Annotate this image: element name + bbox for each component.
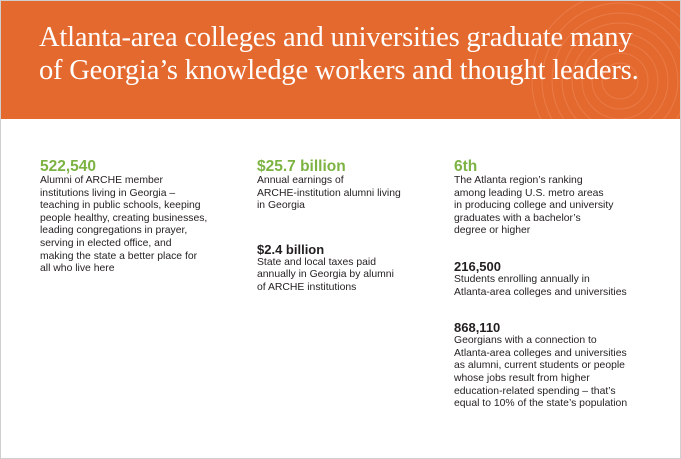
desc-line: Atlanta-area colleges and universities: [454, 286, 627, 298]
stat-value: $2.4 billion: [257, 241, 325, 257]
desc-line: equal to 10% of the state’s population: [454, 398, 628, 410]
desc-line: teaching in public schools, keeping: [40, 200, 201, 212]
desc-line: among leading U.S. metro areas: [454, 187, 604, 199]
desc-line: Georgians with a connection to: [454, 335, 597, 347]
desc-line: Alumni of ARCHE member: [40, 175, 163, 186]
stats-column-2: [257, 158, 432, 316]
stat-value: 522,540: [40, 158, 97, 175]
stat-description: [454, 274, 669, 299]
stat-block-connections: [454, 320, 669, 411]
desc-line: Atlanta-area colleges and universities: [454, 347, 627, 359]
desc-line: of ARCHE institutions: [257, 281, 357, 293]
stat-block-ranking: [454, 158, 669, 238]
desc-line: annually in Georgia by alumni: [257, 269, 394, 281]
stat-value: $25.7 billion: [257, 158, 346, 175]
stat-description: [454, 335, 669, 411]
stat-value: 868,110: [454, 320, 501, 336]
stat-value: 6th: [454, 158, 478, 175]
desc-line: serving in elected office, and: [40, 237, 172, 249]
desc-line: whose jobs result from higher: [454, 372, 590, 384]
stat-value: 216,500: [454, 258, 501, 274]
stat-block-earnings: [257, 158, 432, 213]
desc-line: in Georgia: [257, 200, 305, 212]
desc-line: as alumni, current students or people: [454, 360, 625, 372]
banner-title: Atlanta-area colleges and universities graduate many of Georgia’s knowledge workers and thought leaders.: [39, 22, 639, 86]
desc-line: education-related spending – that’s: [454, 385, 616, 397]
stat-description: [257, 257, 432, 295]
stats-column-3: [454, 158, 669, 432]
desc-line: in producing college and university: [454, 200, 614, 212]
desc-line: all who live here: [40, 263, 115, 275]
stat-description: [257, 175, 432, 213]
desc-line: graduates with a bachelor’s: [454, 212, 581, 224]
stat-description: [454, 175, 669, 238]
desc-line: leading congregations in prayer,: [40, 225, 188, 237]
desc-line: State and local taxes paid: [257, 256, 376, 268]
header-banner: [1, 1, 680, 119]
desc-line: ARCHE-institution alumni living: [257, 187, 401, 199]
stat-block-taxes: [257, 242, 432, 295]
desc-line: Students enrolling annually in: [454, 273, 590, 285]
desc-line: The Atlanta region’s ranking: [454, 175, 583, 186]
desc-line: making the state a better place for: [40, 250, 198, 262]
stat-block-alumni: [40, 158, 230, 276]
stats-column-1: [40, 158, 230, 297]
stat-block-enrollment: [454, 259, 669, 299]
desc-line: people healthy, creating businesses,: [40, 212, 208, 224]
desc-line: degree or higher: [454, 225, 531, 237]
desc-line: Annual earnings of: [257, 175, 344, 186]
desc-line: institutions living in Georgia –: [40, 187, 176, 199]
stat-description: [40, 175, 230, 276]
